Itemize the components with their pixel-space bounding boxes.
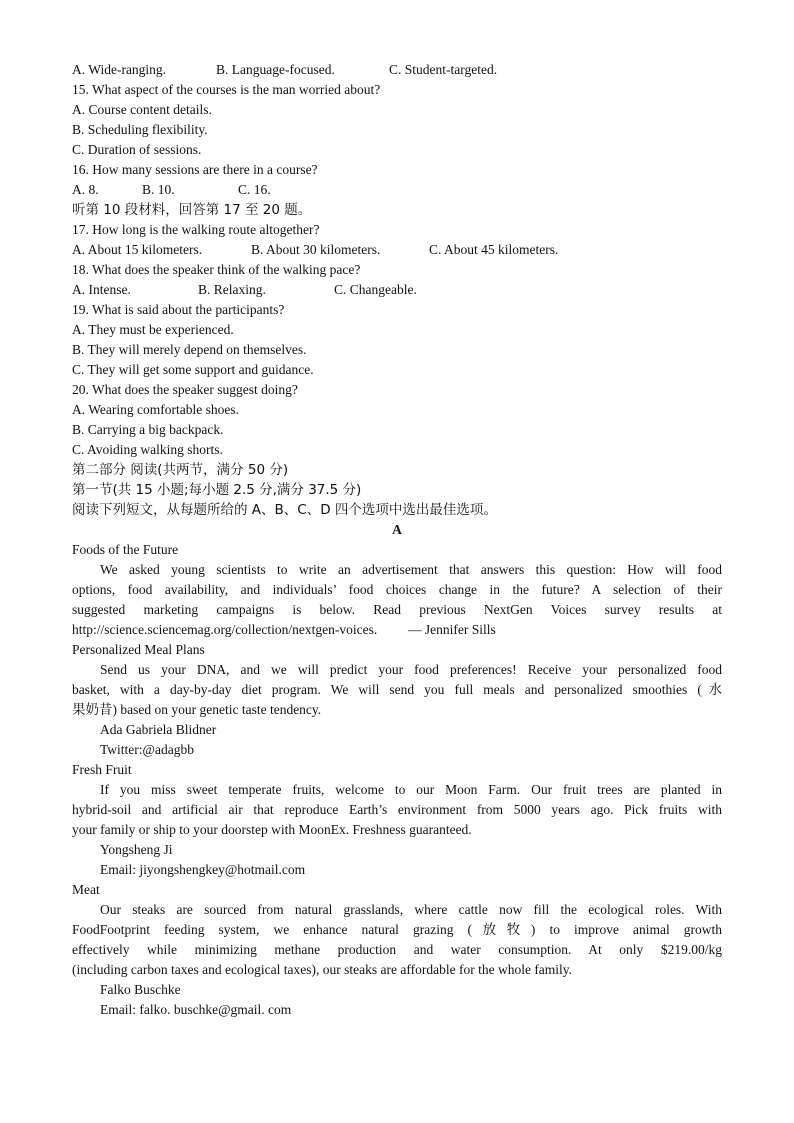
survey-link[interactable]: http://science.sciencemag.org/collection/nextgen-voices.: [72, 622, 378, 637]
option-c: C. Duration of sessions.: [72, 142, 202, 157]
option-b: B. Scheduling flexibility.: [72, 122, 208, 137]
ad-line: 果奶昔) based on your genetic taste tendency.: [72, 702, 322, 717]
intro-line: options, food availability, and individuals’ food choices change in the future? A selection of their: [72, 582, 722, 597]
option-c: C. About 45 kilometers.: [429, 242, 559, 257]
q17-options: [72, 240, 722, 260]
ad-line: (including carbon taxes and ecological taxes), our steaks are affordable for the whole family.: [72, 962, 573, 977]
option-a: A. Intense.: [72, 282, 131, 297]
ad-contact[interactable]: Email: jiyongshengkey@hotmail.com: [100, 862, 306, 877]
ad-line: Our steaks are sourced from natural grasslands, where cattle now fill the ecological roles. With: [100, 902, 722, 917]
option-c: C. Avoiding walking shorts.: [72, 442, 223, 457]
passage-letter: A: [392, 522, 402, 537]
question-18: 18. What does the speaker think of the walking pace?: [72, 262, 361, 277]
option-a: A. Wearing comfortable shoes.: [72, 402, 239, 417]
ad-heading: Personalized Meal Plans: [72, 642, 205, 657]
q14-options: [72, 60, 722, 80]
reading-instruction: 阅读下列短文，从每题所给的 A、B、C、D 四个选项中选出最佳选项。: [72, 502, 497, 518]
option-c: C. Student-targeted.: [389, 62, 498, 77]
section-1-title: 第一节(共 15 小题;每小题 2.5 分,满分 37.5 分): [72, 482, 362, 498]
section-10-instruction: 听第 10 段材料，回答第 17 至 20 题。: [72, 202, 312, 218]
ad-line: If you miss sweet temperate fruits, welcome to our Moon Farm. Our fruit trees are planted in: [100, 782, 722, 797]
ad-contact[interactable]: Twitter:@adagbb: [100, 742, 194, 757]
option-b: B. They will merely depend on themselves.: [72, 342, 307, 357]
question-17: 17. How long is the walking route altogether?: [72, 222, 320, 237]
ad-author: Yongsheng Ji: [100, 842, 173, 857]
option-b: B. 10.: [142, 182, 175, 197]
option-a: A. Wide-ranging.: [72, 62, 167, 77]
option-a: A. Course content details.: [72, 102, 212, 117]
ad-heading: Meat: [72, 882, 100, 897]
option-b: B. Carrying a big backpack.: [72, 422, 224, 437]
ad-line: hybrid-soil and artificial air that reproduce Earth’s environment from 5000 years ago. Pick fruits with: [72, 802, 722, 817]
question-16: 16. How many sessions are there in a course?: [72, 162, 318, 177]
option-a: A. They must be experienced.: [72, 322, 234, 337]
ad-heading: Fresh Fruit: [72, 762, 132, 777]
intro-line: suggested marketing campaigns is below. Read previous NextGen Voices survey results at: [72, 602, 722, 617]
option-b: B. Relaxing.: [198, 282, 266, 297]
question-15: 15. What aspect of the courses is the man worried about?: [72, 82, 381, 97]
ad-line: basket, with a day-by-day diet program. We will send you full meals and personalized smoothies (水: [72, 682, 722, 697]
q16-options: [72, 180, 722, 200]
option-c: C. Changeable.: [334, 282, 417, 297]
option-a: A. About 15 kilometers.: [72, 242, 203, 257]
ad-line: FoodFootprint feeding system, we enhance natural grazing (放牧) to improve animal growth: [72, 922, 722, 937]
option-c: C. 16.: [238, 182, 271, 197]
option-c: C. They will get some support and guidance.: [72, 362, 314, 377]
option-b: B. About 30 kilometers.: [251, 242, 381, 257]
intro-line: We asked young scientists to write an advertisement that answers this question: How will food: [100, 562, 722, 577]
ad-contact[interactable]: Email: falko. buschke@gmail. com: [100, 1002, 292, 1017]
question-19: 19. What is said about the participants?: [72, 302, 285, 317]
ad-author: Ada Gabriela Blidner: [100, 722, 217, 737]
ad-line: effectively while minimizing methane production and water consumption. At only $219.00/kg: [72, 942, 722, 957]
ad-line: Send us your DNA, and we will predict your food preferences! Receive your personalized food: [100, 662, 722, 677]
option-b: B. Language-focused.: [216, 62, 335, 77]
option-a: A. 8.: [72, 182, 99, 197]
intro-url-line: [72, 620, 722, 640]
ad-author: Falko Buschke: [100, 982, 181, 997]
q18-options: [72, 280, 722, 300]
ad-line: your family or ship to your doorstep with MoonEx. Freshness guaranteed.: [72, 822, 472, 837]
question-20: 20. What does the speaker suggest doing?: [72, 382, 298, 397]
intro-credit: — Jennifer Sills: [408, 622, 496, 637]
passage-title: Foods of the Future: [72, 542, 179, 557]
part-2-title: 第二部分 阅读(共两节，满分 50 分): [72, 462, 289, 478]
